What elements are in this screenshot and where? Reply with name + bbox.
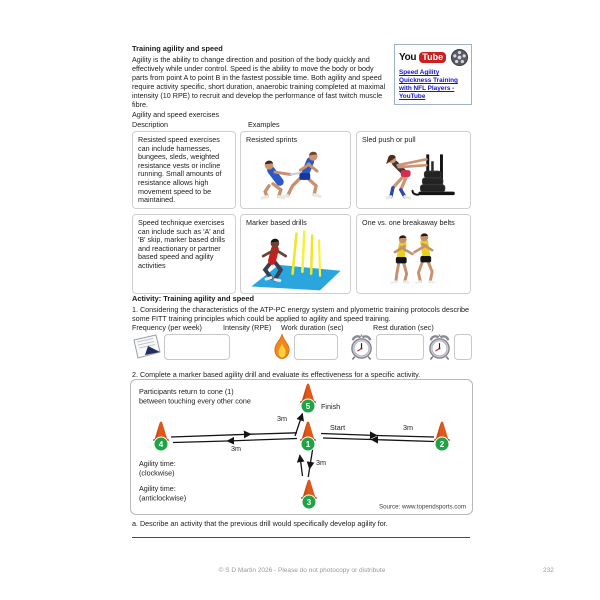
agility-time-clockwise-label: Agility time: xyxy=(139,459,176,468)
diagram-note-line1: Participants return to cone (1) xyxy=(139,387,234,396)
agility-drill-diagram xyxy=(130,379,473,515)
distance-label-top: 3m xyxy=(277,414,287,423)
description-cell-technique: Speed technique exercises can include such as 'A' and 'B' skip, marker based drills and reactionary or partner based speed and agility activities xyxy=(132,214,236,294)
svg-text:2: 2 xyxy=(439,439,445,449)
work-duration-header: Work duration (sec) xyxy=(281,323,344,332)
youtube-logo-tube: Tube xyxy=(419,52,446,63)
example-cell-breakaway-belts xyxy=(356,214,471,294)
distance-label-bottom: 3m xyxy=(316,458,326,467)
example-label: Resisted sprints xyxy=(246,135,298,144)
svg-text:4: 4 xyxy=(158,439,164,449)
distance-label-right: 3m xyxy=(403,423,413,432)
youtube-logo-you: You xyxy=(399,52,417,63)
diagram-note-line2: between touching every other cone xyxy=(139,396,251,406)
exercises-subtitle: Agility and speed exercises xyxy=(132,110,220,119)
youtube-logo xyxy=(399,48,467,67)
footer-copyright: © S D Martin 2026 - Please do not photocopy or distribute xyxy=(218,567,386,574)
youtube-link[interactable]: Speed Agility Quickness Training with NFL Players - YouTube xyxy=(399,69,458,100)
svg-text:(anticlockwise): (anticlockwise) xyxy=(139,493,187,503)
fitt-answer-row xyxy=(132,333,472,362)
alarm-clock-icon xyxy=(349,333,374,361)
start-label: Start xyxy=(330,423,346,432)
description-cell-resisted: Resisted speed exercises can include harnesses, bungees, sleds, weighted resistance vests or incline running. Small amounts of resistance allows high movement speed to be maintained. xyxy=(132,131,236,209)
cone-5 xyxy=(300,384,316,414)
exercises-table xyxy=(132,110,472,294)
sled-push-photo xyxy=(361,146,466,204)
finish-label: Finish xyxy=(321,402,341,411)
intensity-header: Intensity (RPE) xyxy=(223,323,272,332)
example-label: Sled push or pull xyxy=(362,135,416,144)
intensity-answer-box[interactable] xyxy=(294,334,338,360)
answer-line xyxy=(132,537,470,538)
question-2: 2. Complete a marker based agility drill and evaluate its effectiveness for a specific activity. xyxy=(132,370,421,379)
film-reel-icon xyxy=(450,48,469,67)
intro-paragraph: Agility is the ability to change direction and position of the body quickly and effectively while under control. Speed is the ability to move the body or body parts from point A to point B in the fastest possible time. Both agility and speed require activity specific, short duration, anaerobic training completed at maximal intensity (10 RPE) to recruit and develop the performance of fast twitch muscle fibre. xyxy=(132,54,386,109)
svg-text:3: 3 xyxy=(306,497,312,507)
cone-1 xyxy=(300,422,316,452)
example-label: Marker based drills xyxy=(246,218,307,227)
alarm-clock-icon xyxy=(427,333,452,361)
cone-4 xyxy=(153,422,169,452)
page-number: 232 xyxy=(543,567,554,574)
svg-text:5: 5 xyxy=(305,401,311,411)
example-cell-sled-push xyxy=(356,131,471,209)
youtube-link-box[interactable] xyxy=(394,44,472,105)
rest-duration-answer-box[interactable] xyxy=(454,334,472,360)
example-label: One vs. one breakaway belts xyxy=(362,218,455,227)
activity-heading: Activity: Training agility and speed xyxy=(132,294,254,303)
flame-icon xyxy=(272,333,292,361)
cone-2 xyxy=(434,422,450,452)
page-title: Training agility and speed xyxy=(132,44,223,53)
agility-time-anticlockwise-label: Agility time: xyxy=(139,484,176,493)
intro-section xyxy=(132,44,472,109)
activity-section xyxy=(132,294,472,380)
cone-3 xyxy=(301,480,317,510)
example-cell-marker-drills xyxy=(240,214,351,294)
rest-duration-header: Rest duration (sec) xyxy=(373,323,434,332)
question-1: 1. Considering the characteristics of the ATP-PC energy system and plyometric training protocols describe some FITT training principles which could be applied to agility and speed training. xyxy=(132,304,470,323)
source-credit: Source: www.topendsports.com xyxy=(378,503,466,511)
column-headers xyxy=(132,120,472,129)
calendar-icon xyxy=(132,333,162,361)
work-duration-answer-box[interactable] xyxy=(376,334,424,360)
svg-text:1: 1 xyxy=(305,439,311,449)
resisted-sprints-photo xyxy=(245,146,346,204)
question-a: a. Describe an activity that the previous drill would specifically develop agility for. xyxy=(132,519,388,528)
examples-column-header: Examples xyxy=(248,120,280,129)
fitt-header-row xyxy=(132,323,472,332)
breakaway-belts-photo xyxy=(361,230,466,288)
frequency-header: Frequency (per week) xyxy=(132,323,202,332)
example-cell-resisted-sprints xyxy=(240,131,351,209)
distance-label-left: 3m xyxy=(231,444,241,453)
svg-text:(clockwise): (clockwise) xyxy=(139,468,175,478)
marker-drills-photo xyxy=(245,228,346,292)
description-column-header: Description xyxy=(132,120,168,129)
frequency-answer-box[interactable] xyxy=(164,334,230,360)
